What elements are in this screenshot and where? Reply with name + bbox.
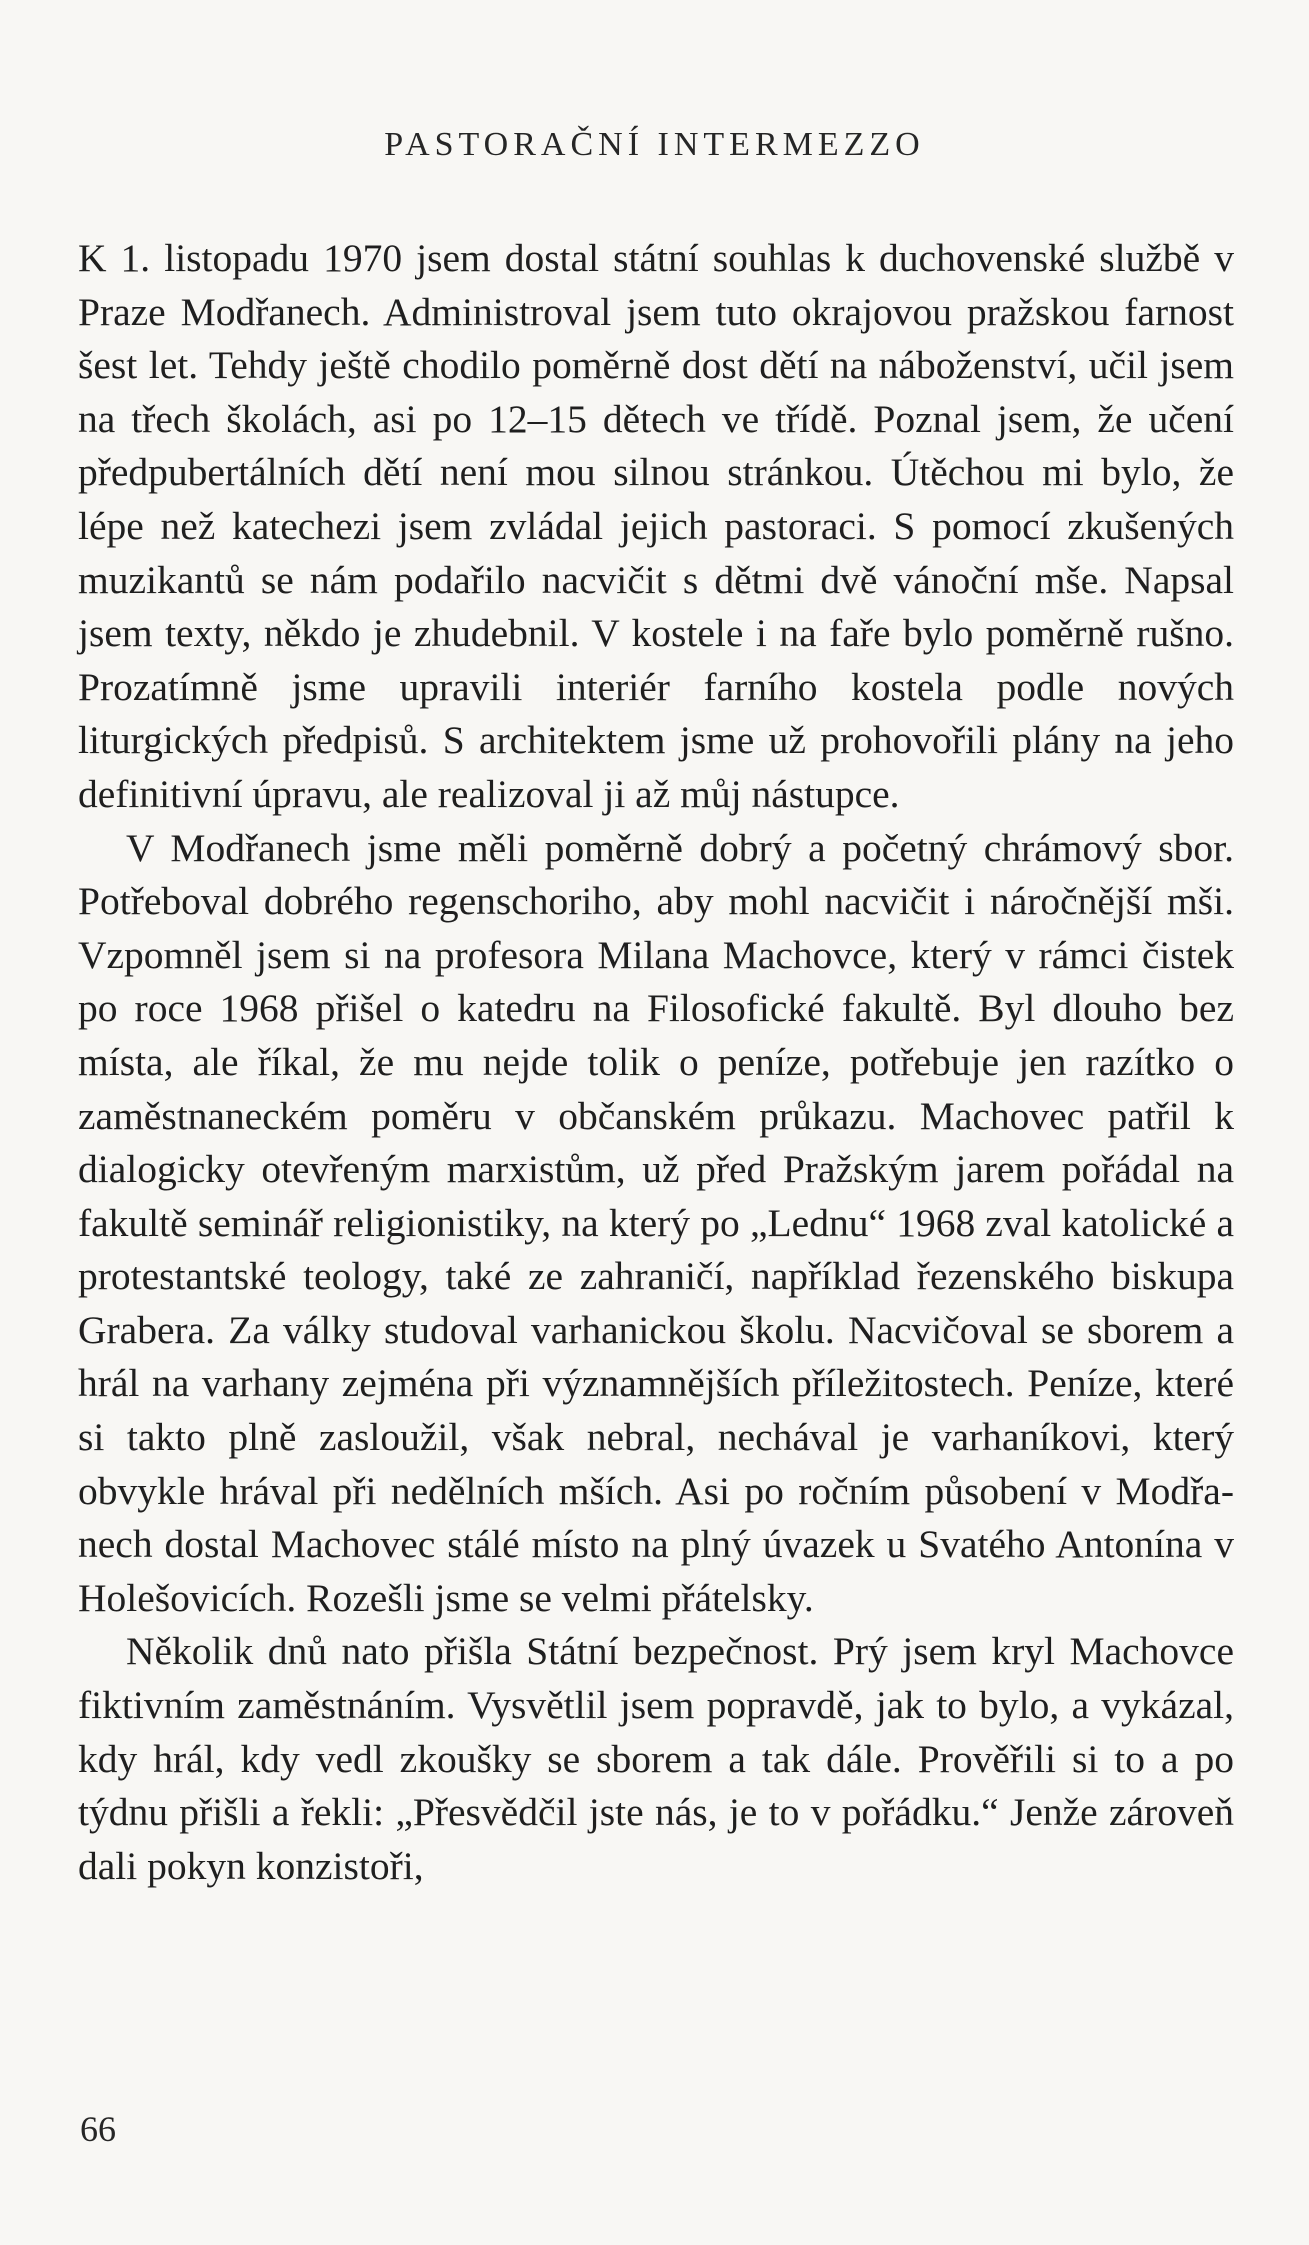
body-text (78, 232, 1234, 1893)
running-head: PASTORAČNÍ INTERMEZZO (384, 126, 925, 163)
paragraph-1: K 1. listopadu 1970 jsem dostal státní souhlas k duchovenské službě v Praze Modřanech. Administroval jsem tuto okrajovou pražskou farnost šest let. Tehdy ještě chodilo poměrně dost dětí na náboženství, učil jsem na třech školách, asi po 12–15 dětech ve třídě. Poznal jsem, že učení předpubertálních dětí není mou silnou stránkou. Útěchou mi bylo, že lépe než katechezi jsem zvládal jejich pastoraci. S pomocí zkušených muzikantů se nám podařilo nacvičit s dětmi dvě vánoční mše. Napsal jsem texty, někdo je zhudebnil. V kostele i na faře bylo poměrně rušno. Prozatímně jsme upravili interiér farního kostela podle nových liturgických předpisů. S architektem jsme už prohovořili plány na jeho definitivní úpravu, ale realizoval ji až můj nástupce. (78, 236, 1234, 816)
page-number: 66 (80, 2109, 116, 2149)
paragraph-3: Několik dnů nato přišla Státní bezpečnost. Prý jsem kryl Machovce fiktivním zaměstnáním. Vysvětlil jsem popravdě, jak to bylo, a vykázal, kdy hrál, kdy vedl zkoušky se sborem a tak dále. Prověřili si to a po týdnu přišli a řekli: „Přesvědčil jste nás, je to v pořádku.“ Jenže zároveň dali pokyn konzistoři, (78, 1629, 1234, 1888)
paragraph-2: V Modřanech jsme měli poměrně dobrý a početný chrámový sbor. Potřeboval dobrého regenschoriho, aby mohl nacvičit i náročnější mši. Vzpomněl jsem si na profesora Milana Machovce, který v rámci čistek po roce 1968 přišel o katedru na Filosofické fakultě. Byl dlouho bez místa, ale říkal, že mu nejde tolik o peníze, potřebuje jen razítko o zaměstnaneckém poměru v občanském průkazu. Machovec patřil k dialogicky otevřeným marxistům, už před Pražským jarem pořádal na fakultě seminář religionistiky, na který po „Lednu“ 1968 zval katolické a protestantské teology, také ze zahraničí, například řezenského biskupa Grabera. Za války studoval varhanickou školu. Nacvičoval se sborem a hrál na varhany zejména při významnějších příležitostech. Peníze, které si takto plně zasloužil, však nebral, nechával je varhaníkovi, který obvykle hrával při nedělních mších. Asi po ročním působení v Modřanech dostal Machovec stálé místo na plný úvazek u Svatého Antonína v Holešovicích. Rozešli jsme se velmi přátelsky. (78, 825, 1234, 1620)
